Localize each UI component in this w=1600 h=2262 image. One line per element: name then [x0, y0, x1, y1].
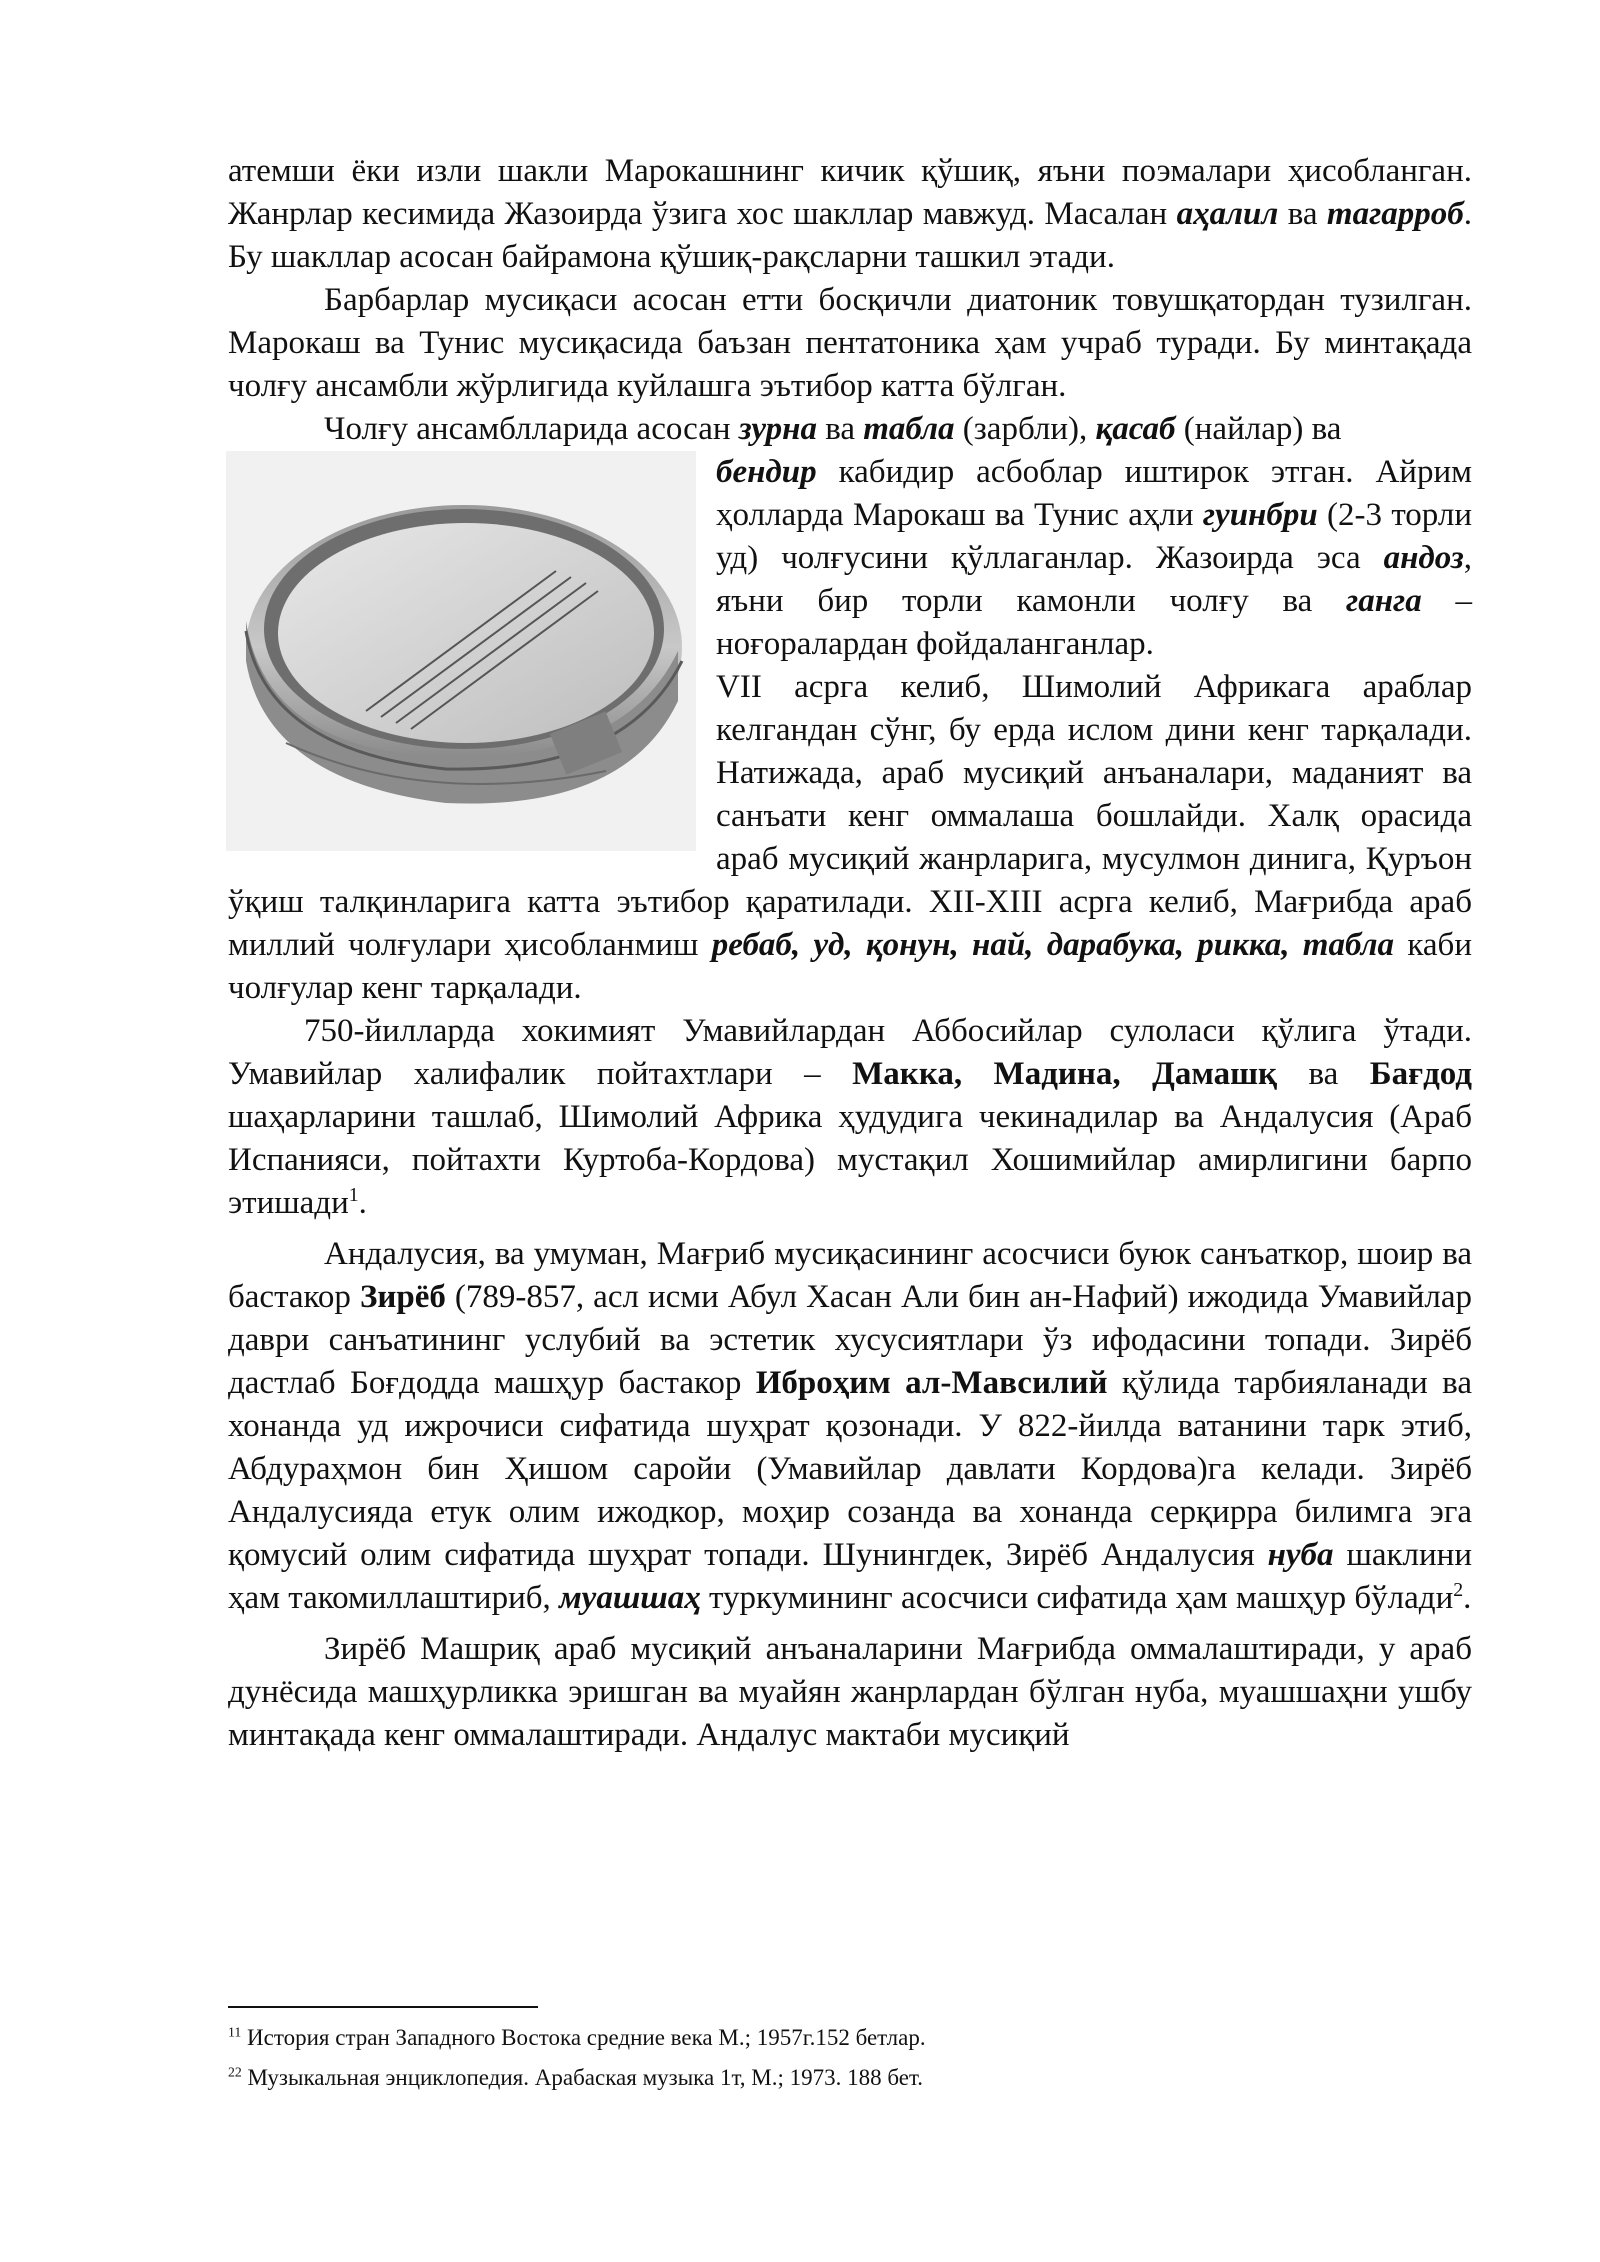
text-run: (2-3 торли уд) чолғусини қўллаганлар. Жазоирда эса [716, 497, 1472, 576]
bendir-drum-image [226, 451, 696, 851]
cities-list: Макка, Мадина, Дамашқ [852, 1056, 1277, 1092]
term-guinbri: гуинбри [1202, 497, 1318, 533]
text-run: Чолғу ансамблларида асосан [324, 411, 739, 447]
term-qasab: қасаб [1095, 411, 1176, 447]
text-run: ва [1278, 196, 1327, 232]
text-run: Зирёб Машриқ араб мусиқий анъаналарини Мағрибда оммалаштиради, у араб дунёсида машҳурликка эришган ва муайян жанрлардан бўлган нуба, муашшаҳни ушбу минтақада кенг оммалаштиради. Андалус мактаби мусиқий [228, 1631, 1472, 1753]
name-ibrahim-al-mawsili: Иброҳим ал-Мавсилий [755, 1365, 1108, 1401]
instrument-list: ребаб, уд, қонун, най, дарабука, рикка, табла [711, 927, 1395, 963]
footnote-number: 22 [228, 2064, 242, 2080]
text-run: . [358, 1185, 367, 1221]
term-muashshah: муашшаҳ [559, 1580, 701, 1616]
footnotes [228, 2018, 1472, 2098]
text-run: (789-857, асл исми Абул Хасан Али бин ан-Нафий) ижодида Умавийлар даври санъатининг услубий ва эстетик хусусиятлари ўз ифодасини топади. Зирёб дастлаб Боғдодда машҳур бастакор [228, 1279, 1472, 1401]
footnote-separator [228, 2006, 538, 2008]
city-baghdad: Бағдод [1369, 1056, 1473, 1092]
paragraph [228, 150, 1472, 279]
text-run: , яъни бир торли камонли чолғу ва [716, 540, 1472, 619]
paragraph [228, 279, 1472, 408]
term-bendir: бендир [716, 454, 817, 490]
text-run: шаклини ҳам такомиллаштириб, [228, 1537, 1472, 1616]
text-run: 750-йилларда хокимият Умавийлардан Аббосийлар сулоласи қўлига ўтади. Умавийлар халифалик пойтахтлари – [228, 1013, 1472, 1092]
paragraph [228, 1233, 1472, 1620]
term-zurna: зурна [738, 411, 817, 447]
text-run: каби чолғулар кенг тарқалади. [228, 927, 1472, 1006]
name-ziryab: Зирёб [359, 1279, 446, 1315]
text-run: Андалусия, ва умуман, Мағриб мусиқасининг асосчиси буюк санъаткор, шоир ва бастакор [228, 1236, 1472, 1315]
text-run: Барбарлар мусиқаси асосан етти босқичли диатоник товушқатордан тузилган. Марокаш ва Тунис мусиқасида баъзан пентатоника ҳам учраб туради. Бу минтақада чолғу ансамбли жўрлигида куйлашга эътибор катта бўлган. [228, 282, 1472, 404]
text-run: ва [816, 411, 864, 447]
footnote-text: Музыкальная энциклопедия. Арабаская музыка 1т, М.; 1973. 188 бет. [241, 2065, 924, 2090]
text-run: кабидир асбоблар иштирок этган. Айрим ҳолларда Марокаш ва Тунис аҳли [716, 454, 1472, 533]
footnote [228, 2058, 1472, 2098]
text-run: атемши ёки изли шакли Марокашнинг кичик қўшиқ, яъни поэмалари ҳисобланган. Жанрлар кесимида Жазоирда ўзига хос шакллар мавжуд. Масалан [228, 153, 1472, 232]
paragraph [228, 1628, 1472, 1757]
paragraph [228, 1010, 1472, 1225]
text-run: шаҳарларини ташлаб, Шимолий Африка ҳудудига чекинадилар ва Андалусия (Араб Испанияси, пойтахти Куртоба-Кордова) мустақил Хошимийлар амирлигини барпо этишади [228, 1099, 1472, 1221]
text-run: қўлида тарбияланади ва хонанда уд ижрочиси сифатида шуҳрат қозонади. У 822-йилда ватанини тарк этиб, Абдураҳмон бин Ҳишом саройи (Умавийлар давлати Кордова)га келади. Зирёб Андалусияда етук олим ижодкор, моҳир созанда ва хонанда серқирра билимга эга қомусий олим сифатида шуҳрат топади. Шунингдек, Зирёб Андалусия [228, 1365, 1472, 1573]
body-text [228, 150, 1472, 1757]
text-run: . [1463, 1580, 1472, 1616]
term-tabla: табла [863, 411, 955, 447]
footnote-ref: 1 [348, 1184, 359, 1206]
paragraph [228, 408, 1472, 451]
term-nuba: нуба [1267, 1537, 1334, 1573]
text-run: – ноғоралардан фойдаланганлар. [716, 583, 1472, 662]
text-run: VII асрга келиб, Шимолий Африкага араблар келгандан сўнг, бу ерда ислом дини кенг тарқалади. Натижада, араб мусиқий анъаналари, маданият ва санъати кенг оммалаша бошлайди. Халқ орасида араб мусиқий жанрларига, мусулмон динига, Қуръон ўқиш талқинларига катта эътибор қаратилади. XII-XIII асрга келиб, Мағрибда араб миллий чолғулари ҳисобланмиш [228, 669, 1472, 963]
term-tagarrob: тагарроб [1326, 196, 1464, 232]
footnote-number: 11 [228, 2024, 242, 2040]
text-run: туркумининг асосчиси сифатида ҳам машҳур бўлади [700, 1580, 1454, 1616]
text-run: ва [1277, 1056, 1370, 1092]
term-ahalil: аҳалил [1176, 196, 1279, 232]
text-run: . Бу шакллар асосан байрамона қўшиқ-рақсларни ташкил этади. [228, 196, 1472, 275]
footnote-text: История стран Западного Востока средние века М.; 1957г.152 бетлар. [241, 2025, 926, 2050]
text-run: (найлар) ва [1175, 411, 1342, 447]
text-run: (зарбли), [954, 411, 1096, 447]
term-ganga: ганга [1346, 583, 1422, 619]
footnote [228, 2018, 1472, 2058]
footnote-ref: 2 [1453, 1579, 1464, 1601]
frame-drum-illustration [226, 451, 696, 851]
term-andoz: андоз [1383, 540, 1464, 576]
